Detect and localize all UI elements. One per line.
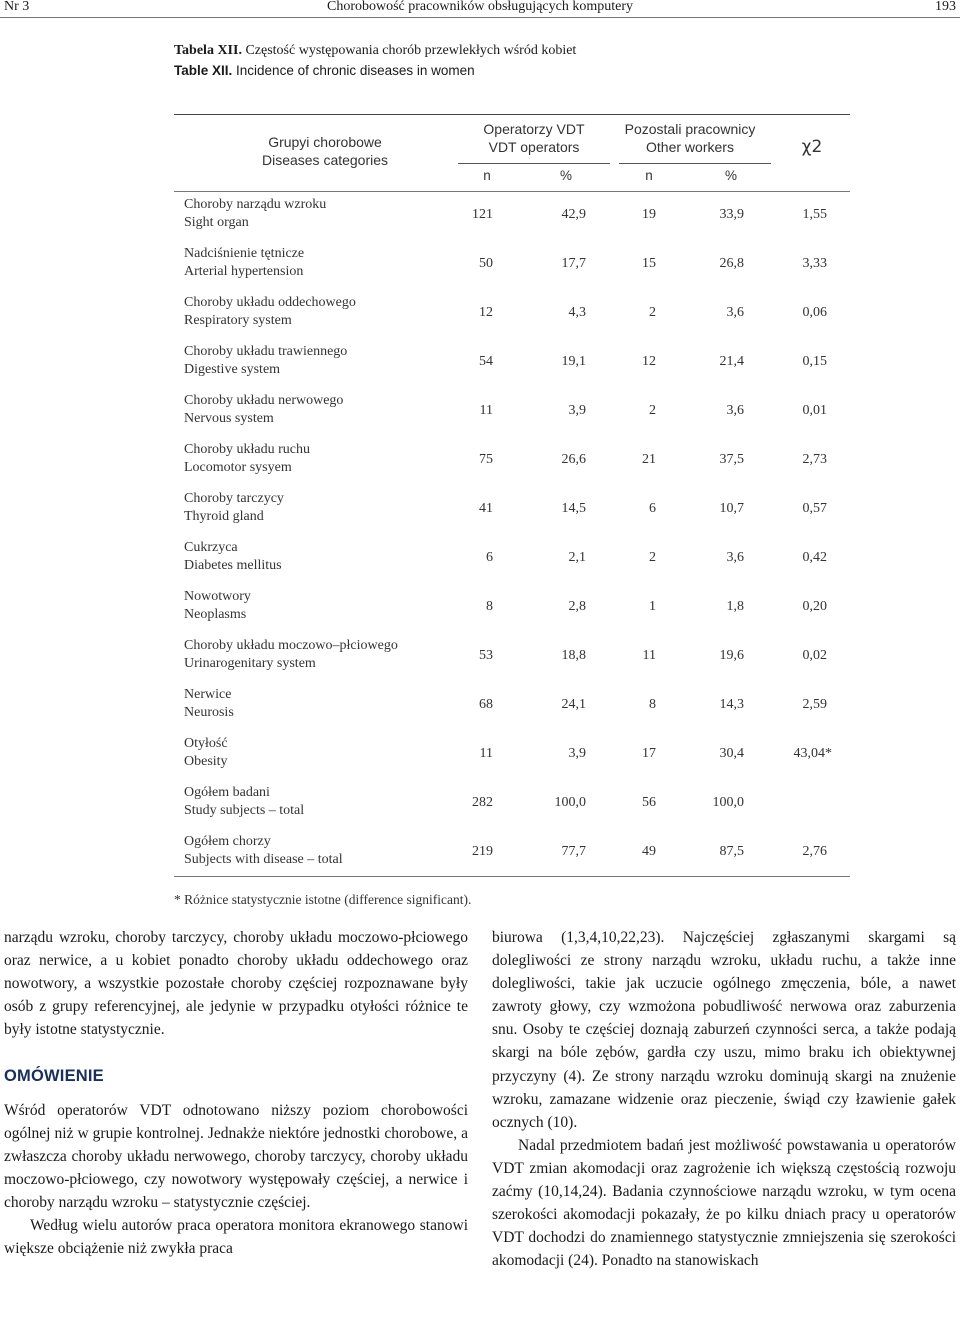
other-n-cell: 6 bbox=[649, 501, 656, 516]
other-n-subheader: n bbox=[645, 168, 653, 183]
row-label-pl: Ogółem chorzy bbox=[184, 834, 271, 849]
row-label bbox=[184, 784, 304, 820]
vdt-pct-cell: 2,1 bbox=[568, 550, 586, 565]
table-row bbox=[0, 441, 960, 481]
other-n-cell: 19 bbox=[642, 207, 656, 222]
other-n-cell: 2 bbox=[649, 403, 656, 418]
other-pct-cell: 87,5 bbox=[719, 844, 744, 859]
paragraph: Nadal przedmiotem badań jest możliwość powstawania u operatorów VDT zmian akomodacji oraz zagrożenie ich większą częstością rozwoju zaćmy (10,14,24). Badania czynnościowe narządu wzroku, w tym ocena szerokości akomodacji pokazały, że po kilku dniach pracy u operatorów VDT dochodzi do znamiennego statystycznie zmniejszenia się szerokości akomodacji (24). Ponadto na stanowiskach bbox=[492, 1136, 956, 1270]
row-label bbox=[184, 343, 347, 379]
table-bottom-rule bbox=[174, 876, 850, 877]
row-label-en: Neurosis bbox=[184, 705, 234, 720]
other-pct-cell: 1,8 bbox=[726, 599, 744, 614]
other-header-pl: Pozostali pracownicy bbox=[624, 121, 756, 137]
vdt-pct-cell: 2,8 bbox=[568, 599, 586, 614]
table-row bbox=[0, 392, 960, 432]
other-pct-cell: 30,4 bbox=[719, 746, 744, 761]
chi-square-cell: 0,01 bbox=[802, 403, 827, 418]
vdt-pct-cell: 24,1 bbox=[561, 697, 586, 712]
other-pct-cell: 3,6 bbox=[726, 403, 744, 418]
table-row bbox=[0, 490, 960, 530]
row-label bbox=[184, 490, 284, 526]
vdt-pct-cell: 3,9 bbox=[568, 746, 586, 761]
running-title: Chorobowość pracowników obsługujących komputery bbox=[327, 0, 633, 14]
other-pct-cell: 10,7 bbox=[719, 501, 744, 516]
table-caption-en-label: Table XII. bbox=[174, 63, 233, 78]
group-header bbox=[200, 133, 450, 169]
other-pct-cell: 33,9 bbox=[719, 207, 744, 222]
table-caption-pl-label: Tabela XII. bbox=[174, 43, 242, 58]
table-caption-pl-text: Częstość występowania chorób przewlekłych wśród kobiet bbox=[245, 43, 577, 58]
vdt-n-cell: 6 bbox=[486, 550, 493, 565]
other-n-cell: 15 bbox=[642, 256, 656, 271]
vdt-n-cell: 219 bbox=[472, 844, 493, 859]
row-label-en: Study subjects – total bbox=[184, 803, 305, 818]
table-row bbox=[0, 735, 960, 775]
text-column-left bbox=[4, 926, 468, 1260]
vdt-n-cell: 41 bbox=[479, 501, 493, 516]
other-n-cell: 49 bbox=[642, 844, 656, 859]
vdt-header bbox=[458, 120, 610, 156]
row-label bbox=[184, 735, 228, 771]
section-heading: OMÓWIENIE bbox=[4, 1067, 104, 1086]
paragraph: Wśród operatorów VDT odnotowano niższy poziom chorobowości ogólnej niż w grupie kontrolnej. Jednakże niektóre jednostki chorobowe, a zwłaszcza choroby układu nerwowego, choroby tarczycy, choroby układu moczowo-płciowego, czy nowotwory występowały częściej, a nerwice i choroby narządu wzroku – statystycznie częściej. bbox=[4, 1101, 468, 1211]
table-row bbox=[0, 637, 960, 677]
vdt-n-cell: 53 bbox=[479, 648, 493, 663]
vdt-n-cell: 75 bbox=[479, 452, 493, 467]
chi-square-cell: 2,73 bbox=[802, 452, 827, 467]
vdt-header-pl: Operatorzy VDT bbox=[483, 121, 585, 137]
table-row bbox=[0, 588, 960, 628]
table-row bbox=[0, 196, 960, 236]
other-n-cell: 2 bbox=[649, 305, 656, 320]
vdt-pct-cell: 4,3 bbox=[568, 305, 586, 320]
row-label bbox=[184, 245, 304, 281]
row-label-pl: Nerwice bbox=[184, 687, 232, 702]
row-label bbox=[184, 196, 326, 232]
row-label-pl: Choroby układu ruchu bbox=[184, 442, 310, 457]
row-label-pl: Choroby układu moczowo–płciowego bbox=[184, 638, 398, 653]
other-n-cell: 1 bbox=[649, 599, 656, 614]
chi-square-cell: 3,33 bbox=[802, 256, 827, 271]
row-label-pl: Cukrzyca bbox=[184, 540, 238, 555]
row-label bbox=[184, 686, 234, 722]
vdt-pct-cell: 3,9 bbox=[568, 403, 586, 418]
other-pct-cell: 3,6 bbox=[726, 305, 744, 320]
table-row bbox=[0, 686, 960, 726]
row-label-en: Diabetes mellitus bbox=[184, 558, 282, 573]
row-label-en: Arterial hypertension bbox=[184, 264, 304, 279]
row-label-pl: Nowotwory bbox=[184, 589, 251, 604]
vdt-pct-cell: 18,8 bbox=[561, 648, 586, 663]
other-pct-cell: 26,8 bbox=[719, 256, 744, 271]
header-rule bbox=[0, 17, 960, 18]
vdt-n-cell: 68 bbox=[479, 697, 493, 712]
vdt-pct-cell: 26,6 bbox=[561, 452, 586, 467]
table-top-rule bbox=[174, 114, 850, 115]
chi-square-cell: 43,04* bbox=[793, 746, 832, 761]
chi-square-cell: 0,57 bbox=[802, 501, 827, 516]
chi-square-cell: 0,02 bbox=[802, 648, 827, 663]
row-label-en: Obesity bbox=[184, 754, 228, 769]
row-label-en: Thyroid gland bbox=[184, 509, 264, 524]
chi-square-cell: 0,15 bbox=[802, 354, 827, 369]
chi-square-cell: 1,55 bbox=[802, 207, 827, 222]
row-label bbox=[184, 539, 282, 575]
table-row bbox=[0, 539, 960, 579]
vdt-pct-cell: 17,7 bbox=[561, 256, 586, 271]
row-label-en: Subjects with disease – total bbox=[184, 852, 343, 867]
table-footnote: * Różnice statystycznie istotne (difference significant). bbox=[174, 892, 472, 907]
issue-number: Nr 3 bbox=[4, 0, 30, 14]
row-label-en: Sight organ bbox=[184, 215, 249, 230]
vdt-n-cell: 54 bbox=[479, 354, 493, 369]
chi-square-cell: 2,76 bbox=[802, 844, 827, 859]
vdt-n-cell: 50 bbox=[479, 256, 493, 271]
paragraph: narządu wzroku, choroby tarczycy, choroby układu moczowo-płciowego oraz nerwice, a u kobiet ponadto choroby układu oddechowego oraz nowotwory, a wszystkie pozostałe choroby częściej rozpoznawane były osób z grupy referencyjnej, ale jedynie w przypadku otyłości różnice te były istotne statystycznie. bbox=[4, 929, 468, 1039]
other-pct-cell: 19,6 bbox=[719, 648, 744, 663]
other-header-rule bbox=[619, 163, 771, 164]
vdt-n-cell: 12 bbox=[479, 305, 493, 320]
other-pct-cell: 21,4 bbox=[719, 354, 744, 369]
vdt-n-cell: 8 bbox=[486, 599, 493, 614]
row-label-en: Urinarogenitary system bbox=[184, 656, 316, 671]
vdt-pct-cell: 19,1 bbox=[561, 354, 586, 369]
other-n-cell: 21 bbox=[642, 452, 656, 467]
vdt-n-subheader: n bbox=[483, 168, 491, 183]
row-label bbox=[184, 588, 251, 624]
row-label bbox=[184, 833, 343, 869]
row-label-pl: Ogółem badani bbox=[184, 785, 270, 800]
other-pct-cell: 100,0 bbox=[712, 795, 744, 810]
group-header-pl: Grupyi chorobowe bbox=[268, 134, 382, 150]
paragraph: Według wielu autorów praca operatora monitora ekranowego stanowi większe obciążenie niż zwykła praca bbox=[4, 1217, 468, 1258]
table-row bbox=[0, 784, 960, 824]
running-header bbox=[0, 0, 960, 17]
vdt-pct-cell: 77,7 bbox=[561, 844, 586, 859]
other-pct-subheader: % bbox=[724, 168, 737, 183]
other-pct-cell: 3,6 bbox=[726, 550, 744, 565]
other-n-cell: 17 bbox=[642, 746, 656, 761]
row-label-pl: Choroby tarczycy bbox=[184, 491, 284, 506]
vdt-pct-subheader: % bbox=[559, 168, 572, 183]
chi-square-header: χ2 bbox=[801, 137, 823, 157]
row-label bbox=[184, 294, 356, 330]
table-row bbox=[0, 294, 960, 334]
row-label-pl: Choroby układu trawiennego bbox=[184, 344, 348, 359]
chi-square-cell: 2,59 bbox=[802, 697, 827, 712]
table-row bbox=[0, 833, 960, 873]
paragraph: biurowa (1,3,4,10,22,23). Najczęściej zgłaszanymi skargami są dolegliwości ze strony narządu wzroku, układu ruchu, a także inne dolegliwości, takie jak uczucie ogólnego zmęczenia, bóle, a nawet zawroty głowy, czy wzmożona pobudliwość nerwowa oraz zaburzenia snu. Osoby te częściej doznają zaburzeń czynności serca, a także podają skargi na bóle zębów, gardła czy uszu, mimo braku ich obiektywnej przyczyny (4). Ze strony narządu wzroku dominują skargi na znużenie wzroku, zamazane widzenie oraz pieczenie, świąd czy łzawienie gałek ocznych (10). bbox=[492, 929, 956, 1131]
other-n-cell: 11 bbox=[642, 648, 656, 663]
page-number: 193 bbox=[935, 0, 956, 14]
row-label-en: Locomotor sysyem bbox=[184, 460, 292, 475]
vdt-n-cell: 11 bbox=[479, 746, 493, 761]
other-pct-cell: 37,5 bbox=[719, 452, 744, 467]
other-n-cell: 8 bbox=[649, 697, 656, 712]
table-head-rule bbox=[174, 191, 850, 192]
other-header bbox=[610, 120, 770, 156]
other-n-cell: 12 bbox=[642, 354, 656, 369]
row-label-en: Neoplasms bbox=[184, 607, 247, 622]
vdt-pct-cell: 14,5 bbox=[561, 501, 586, 516]
row-label bbox=[184, 637, 398, 673]
table-caption-pl bbox=[174, 43, 576, 59]
row-label-pl: Choroby układu nerwowego bbox=[184, 393, 344, 408]
vdt-pct-cell: 100,0 bbox=[554, 795, 586, 810]
other-n-cell: 56 bbox=[642, 795, 656, 810]
vdt-pct-cell: 42,9 bbox=[561, 207, 586, 222]
vdt-n-cell: 121 bbox=[472, 207, 493, 222]
row-label-pl: Otyłość bbox=[184, 736, 228, 751]
group-header-en: Diseases categories bbox=[261, 152, 389, 168]
row-label-en: Respiratory system bbox=[184, 313, 292, 328]
other-n-cell: 2 bbox=[649, 550, 656, 565]
table-caption-en-text: Incidence of chronic diseases in women bbox=[236, 63, 475, 78]
row-label-pl: Choroby narządu wzroku bbox=[184, 197, 327, 212]
text-column-right bbox=[492, 926, 956, 1272]
vdt-n-cell: 11 bbox=[479, 403, 493, 418]
chi-square-cell: 0,20 bbox=[802, 599, 827, 614]
table-row bbox=[0, 343, 960, 383]
vdt-header-en: VDT operators bbox=[488, 139, 580, 155]
row-label-pl: Choroby układu oddechowego bbox=[184, 295, 356, 310]
row-label bbox=[184, 392, 343, 428]
other-header-en: Other workers bbox=[646, 139, 734, 155]
table-caption-en bbox=[174, 63, 475, 79]
row-label bbox=[184, 441, 310, 477]
vdt-n-cell: 282 bbox=[472, 795, 493, 810]
row-label-en: Digestive system bbox=[184, 362, 281, 377]
chi-square-cell: 0,42 bbox=[802, 550, 827, 565]
other-pct-cell: 14,3 bbox=[719, 697, 744, 712]
chi-square-cell: 0,06 bbox=[802, 305, 827, 320]
row-label-en: Nervous system bbox=[184, 411, 274, 426]
row-label-pl: Nadciśnienie tętnicze bbox=[184, 246, 305, 261]
vdt-header-rule bbox=[458, 163, 610, 164]
table-row bbox=[0, 245, 960, 285]
